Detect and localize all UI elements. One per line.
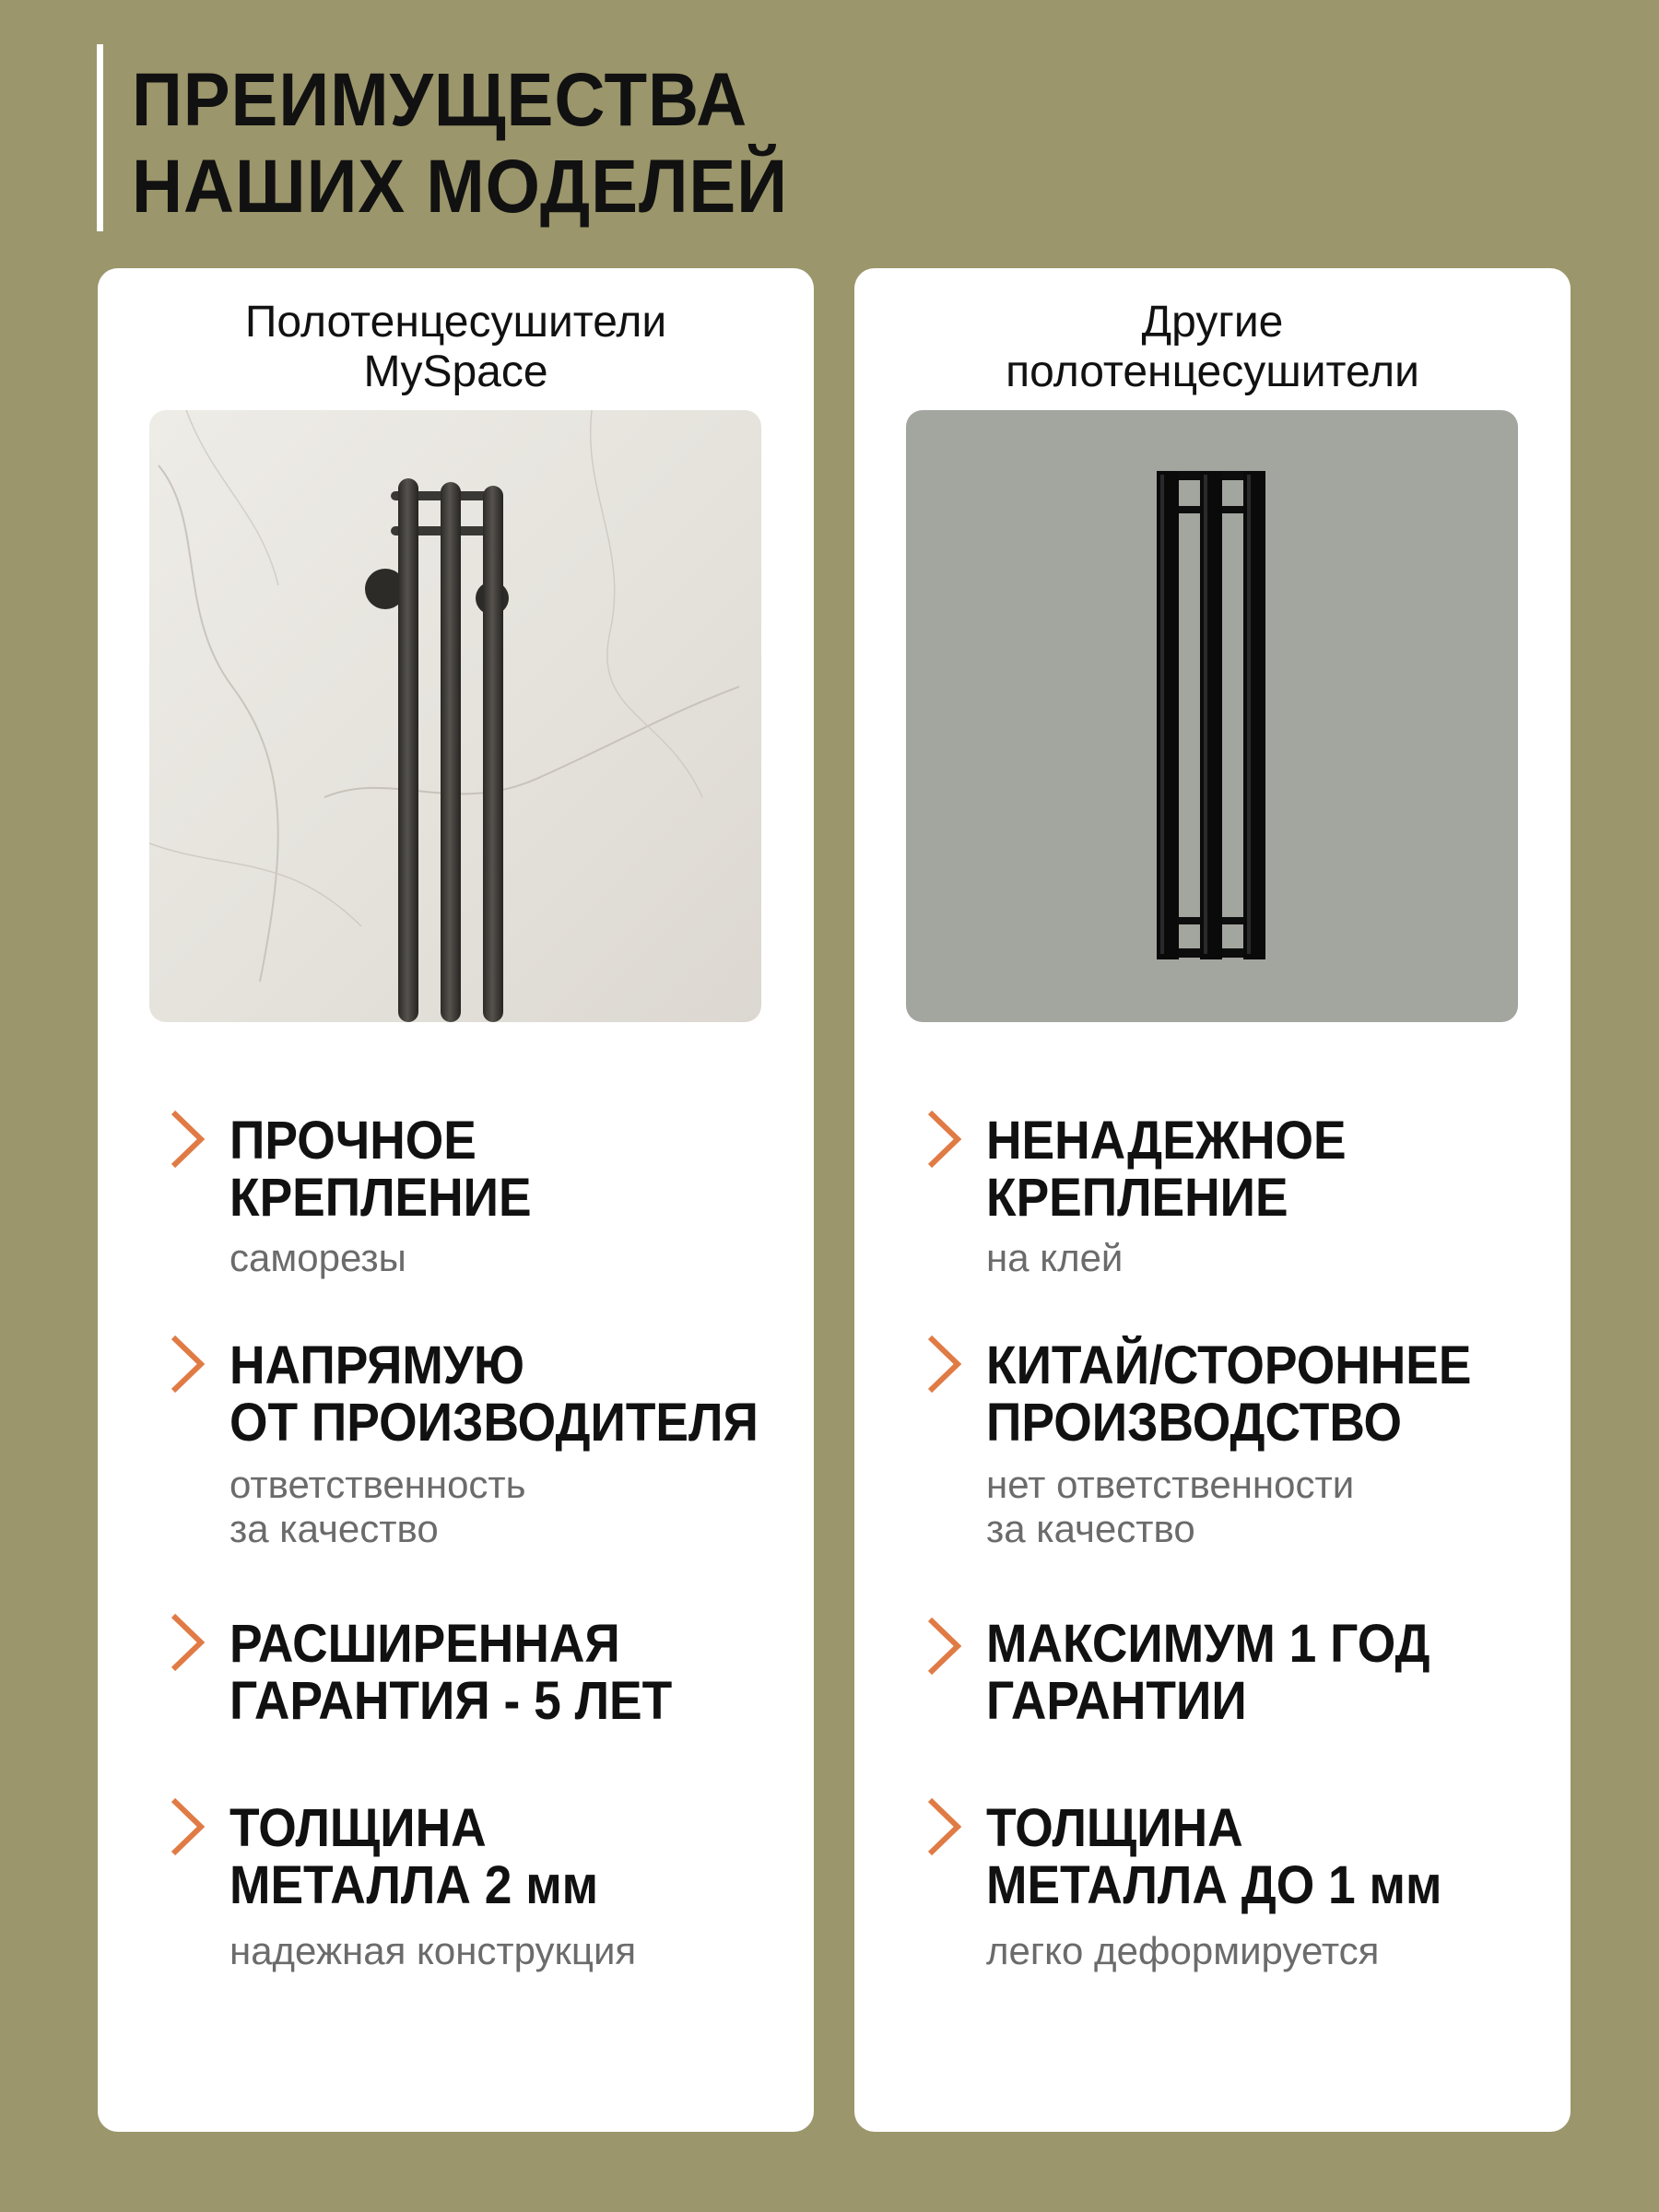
myspace-item-title bbox=[229, 1616, 672, 1730]
myspace-card-heading bbox=[98, 298, 814, 397]
chevron-right-icon bbox=[164, 1794, 210, 1859]
item-sub-line2: за качество bbox=[986, 1507, 1195, 1550]
item-sub-line1: легко деформируется bbox=[986, 1929, 1380, 1972]
myspace-item-subtitle bbox=[229, 1236, 406, 1280]
chevron-right-icon bbox=[164, 1610, 210, 1675]
others-item-subtitle bbox=[986, 1929, 1379, 1973]
item-title-line2: ОТ ПРОИЗВОДИТЕЛЯ bbox=[229, 1393, 759, 1453]
item-title-line2: ГАРАНТИИ bbox=[986, 1671, 1247, 1731]
others-heading-line2: полотенцесушители bbox=[1006, 347, 1419, 396]
item-title-line2: ГАРАНТИЯ - 5 ЛЕТ bbox=[229, 1671, 673, 1731]
chevron-right-icon bbox=[921, 1794, 967, 1859]
title-accent-bar bbox=[97, 44, 103, 231]
others-item-title bbox=[986, 1616, 1430, 1730]
item-title-line1: РАСШИРЕННАЯ bbox=[229, 1614, 620, 1674]
others-heading-line1: Другие bbox=[1141, 298, 1284, 347]
myspace-heading-line2: MySpace bbox=[363, 347, 548, 396]
myspace-card bbox=[98, 268, 814, 2132]
others-product-photo bbox=[906, 410, 1518, 1022]
item-sub-line1: ответственность bbox=[229, 1463, 526, 1506]
page-title-line2: НАШИХ МОДЕЛЕЙ bbox=[132, 145, 788, 229]
page-title bbox=[132, 57, 788, 230]
item-sub-line1: на клей bbox=[986, 1236, 1124, 1279]
others-item-title bbox=[986, 1112, 1347, 1227]
others-item-title bbox=[986, 1800, 1442, 1914]
item-title-line2: КРЕПЛЕНИЕ bbox=[986, 1168, 1288, 1228]
chevron-right-icon bbox=[164, 1332, 210, 1396]
item-sub-line1: надежная конструкция bbox=[229, 1929, 637, 1972]
others-card bbox=[854, 268, 1571, 2132]
item-title-line2: ПРОИЗВОДСТВО bbox=[986, 1393, 1403, 1453]
myspace-item-subtitle bbox=[229, 1929, 636, 1973]
item-title-line1: ТОЛЩИНА bbox=[986, 1798, 1243, 1858]
others-card-heading bbox=[854, 298, 1571, 397]
item-title-line1: МАКСИМУМ 1 ГОД bbox=[986, 1614, 1430, 1674]
myspace-product-photo bbox=[149, 410, 761, 1022]
item-title-line2: КРЕПЛЕНИЕ bbox=[229, 1168, 532, 1228]
others-item-subtitle bbox=[986, 1463, 1354, 1551]
item-sub-line1: нет ответственности bbox=[986, 1463, 1355, 1506]
myspace-item-title bbox=[229, 1337, 759, 1452]
myspace-item-subtitle bbox=[229, 1463, 526, 1551]
item-title-line1: ПРОЧНОЕ bbox=[229, 1111, 477, 1171]
item-title-line2: МЕТАЛЛА ДО 1 мм bbox=[986, 1855, 1442, 1915]
item-title-line1: НАПРЯМУЮ bbox=[229, 1335, 525, 1395]
chevron-right-icon bbox=[164, 1107, 210, 1171]
others-item-subtitle bbox=[986, 1236, 1123, 1280]
item-title-line1: ТОЛЩИНА bbox=[229, 1798, 487, 1858]
item-title-line1: КИТАЙ/СТОРОННЕЕ bbox=[986, 1335, 1472, 1395]
page-title-line1: ПРЕИМУЩЕСТВА bbox=[132, 58, 748, 142]
myspace-item-title bbox=[229, 1112, 532, 1227]
chevron-right-icon bbox=[921, 1332, 967, 1396]
item-sub-line1: саморезы bbox=[229, 1236, 406, 1279]
myspace-item-title bbox=[229, 1800, 598, 1914]
item-title-line1: НЕНАДЕЖНОЕ bbox=[986, 1111, 1347, 1171]
others-item-title bbox=[986, 1337, 1471, 1452]
item-title-line2: МЕТАЛЛА 2 мм bbox=[229, 1855, 599, 1915]
chevron-right-icon bbox=[921, 1107, 967, 1171]
item-sub-line2: за качество bbox=[229, 1507, 439, 1550]
chevron-right-icon bbox=[921, 1614, 967, 1678]
myspace-heading-line1: Полотенцесушители bbox=[244, 298, 667, 347]
